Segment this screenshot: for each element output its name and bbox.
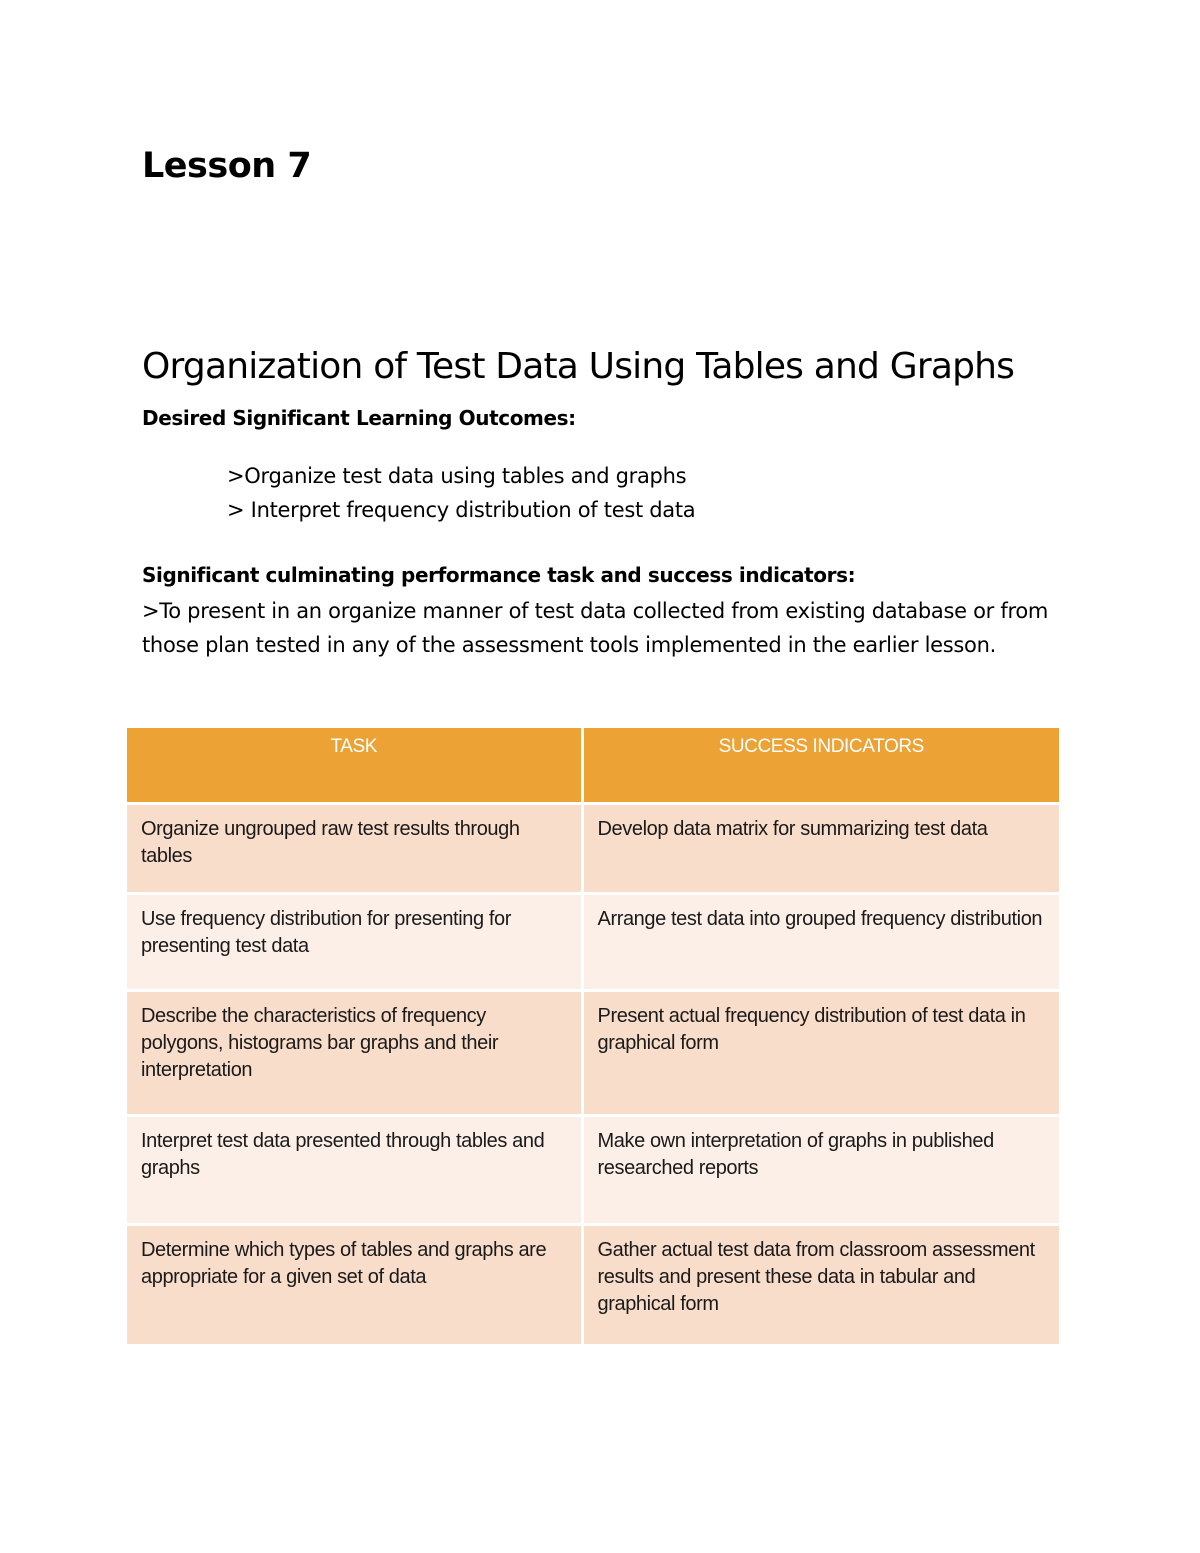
table-row <box>127 1225 1059 1346</box>
task-paragraph: >To present in an organize manner of test data collected from existing database or from those plan tested in any of the assessment tools implemented in the earlier lesson. <box>142 599 1049 657</box>
indicator-cell: Gather actual test data from classroom assessment results and present these data in tabular and graphical form <box>582 1225 1059 1346</box>
task-cell: Organize ungrouped raw test results through tables <box>127 804 582 894</box>
page-title: Organization of Test Data Using Tables and Graphs <box>142 346 1015 387</box>
table-row <box>127 894 1059 991</box>
task-cell: Determine which types of tables and graphs are appropriate for a given set of data <box>127 1225 582 1346</box>
column-header-task: TASK <box>127 728 582 804</box>
indicator-cell: Present actual frequency distribution of test data in graphical form <box>582 991 1059 1116</box>
indicator-cell: Develop data matrix for summarizing test data <box>582 804 1059 894</box>
column-header-success-indicators: SUCCESS INDICATORS <box>582 728 1059 804</box>
outcome-item: > Interpret frequency distribution of test data <box>227 498 696 522</box>
task-cell: Describe the characteristics of frequency polygons, histograms bar graphs and their interpretation <box>127 991 582 1116</box>
task-heading: Significant culminating performance task and success indicators: <box>142 563 856 587</box>
table-row <box>127 804 1059 894</box>
outcome-item: >Organize test data using tables and graphs <box>227 464 687 488</box>
indicator-cell: Make own interpretation of graphs in published researched reports <box>582 1116 1059 1225</box>
task-indicator-table <box>127 728 1059 1347</box>
task-cell: Use frequency distribution for presenting for presenting test data <box>127 894 582 991</box>
lesson-title: Lesson 7 <box>142 146 312 186</box>
task-cell: Interpret test data presented through tables and graphs <box>127 1116 582 1225</box>
outcomes-heading: Desired Significant Learning Outcomes: <box>142 406 576 430</box>
table-row <box>127 1116 1059 1225</box>
indicator-cell: Arrange test data into grouped frequency distribution <box>582 894 1059 991</box>
table-row <box>127 991 1059 1116</box>
table-header-row <box>127 728 1059 804</box>
outcome-list <box>227 461 695 529</box>
